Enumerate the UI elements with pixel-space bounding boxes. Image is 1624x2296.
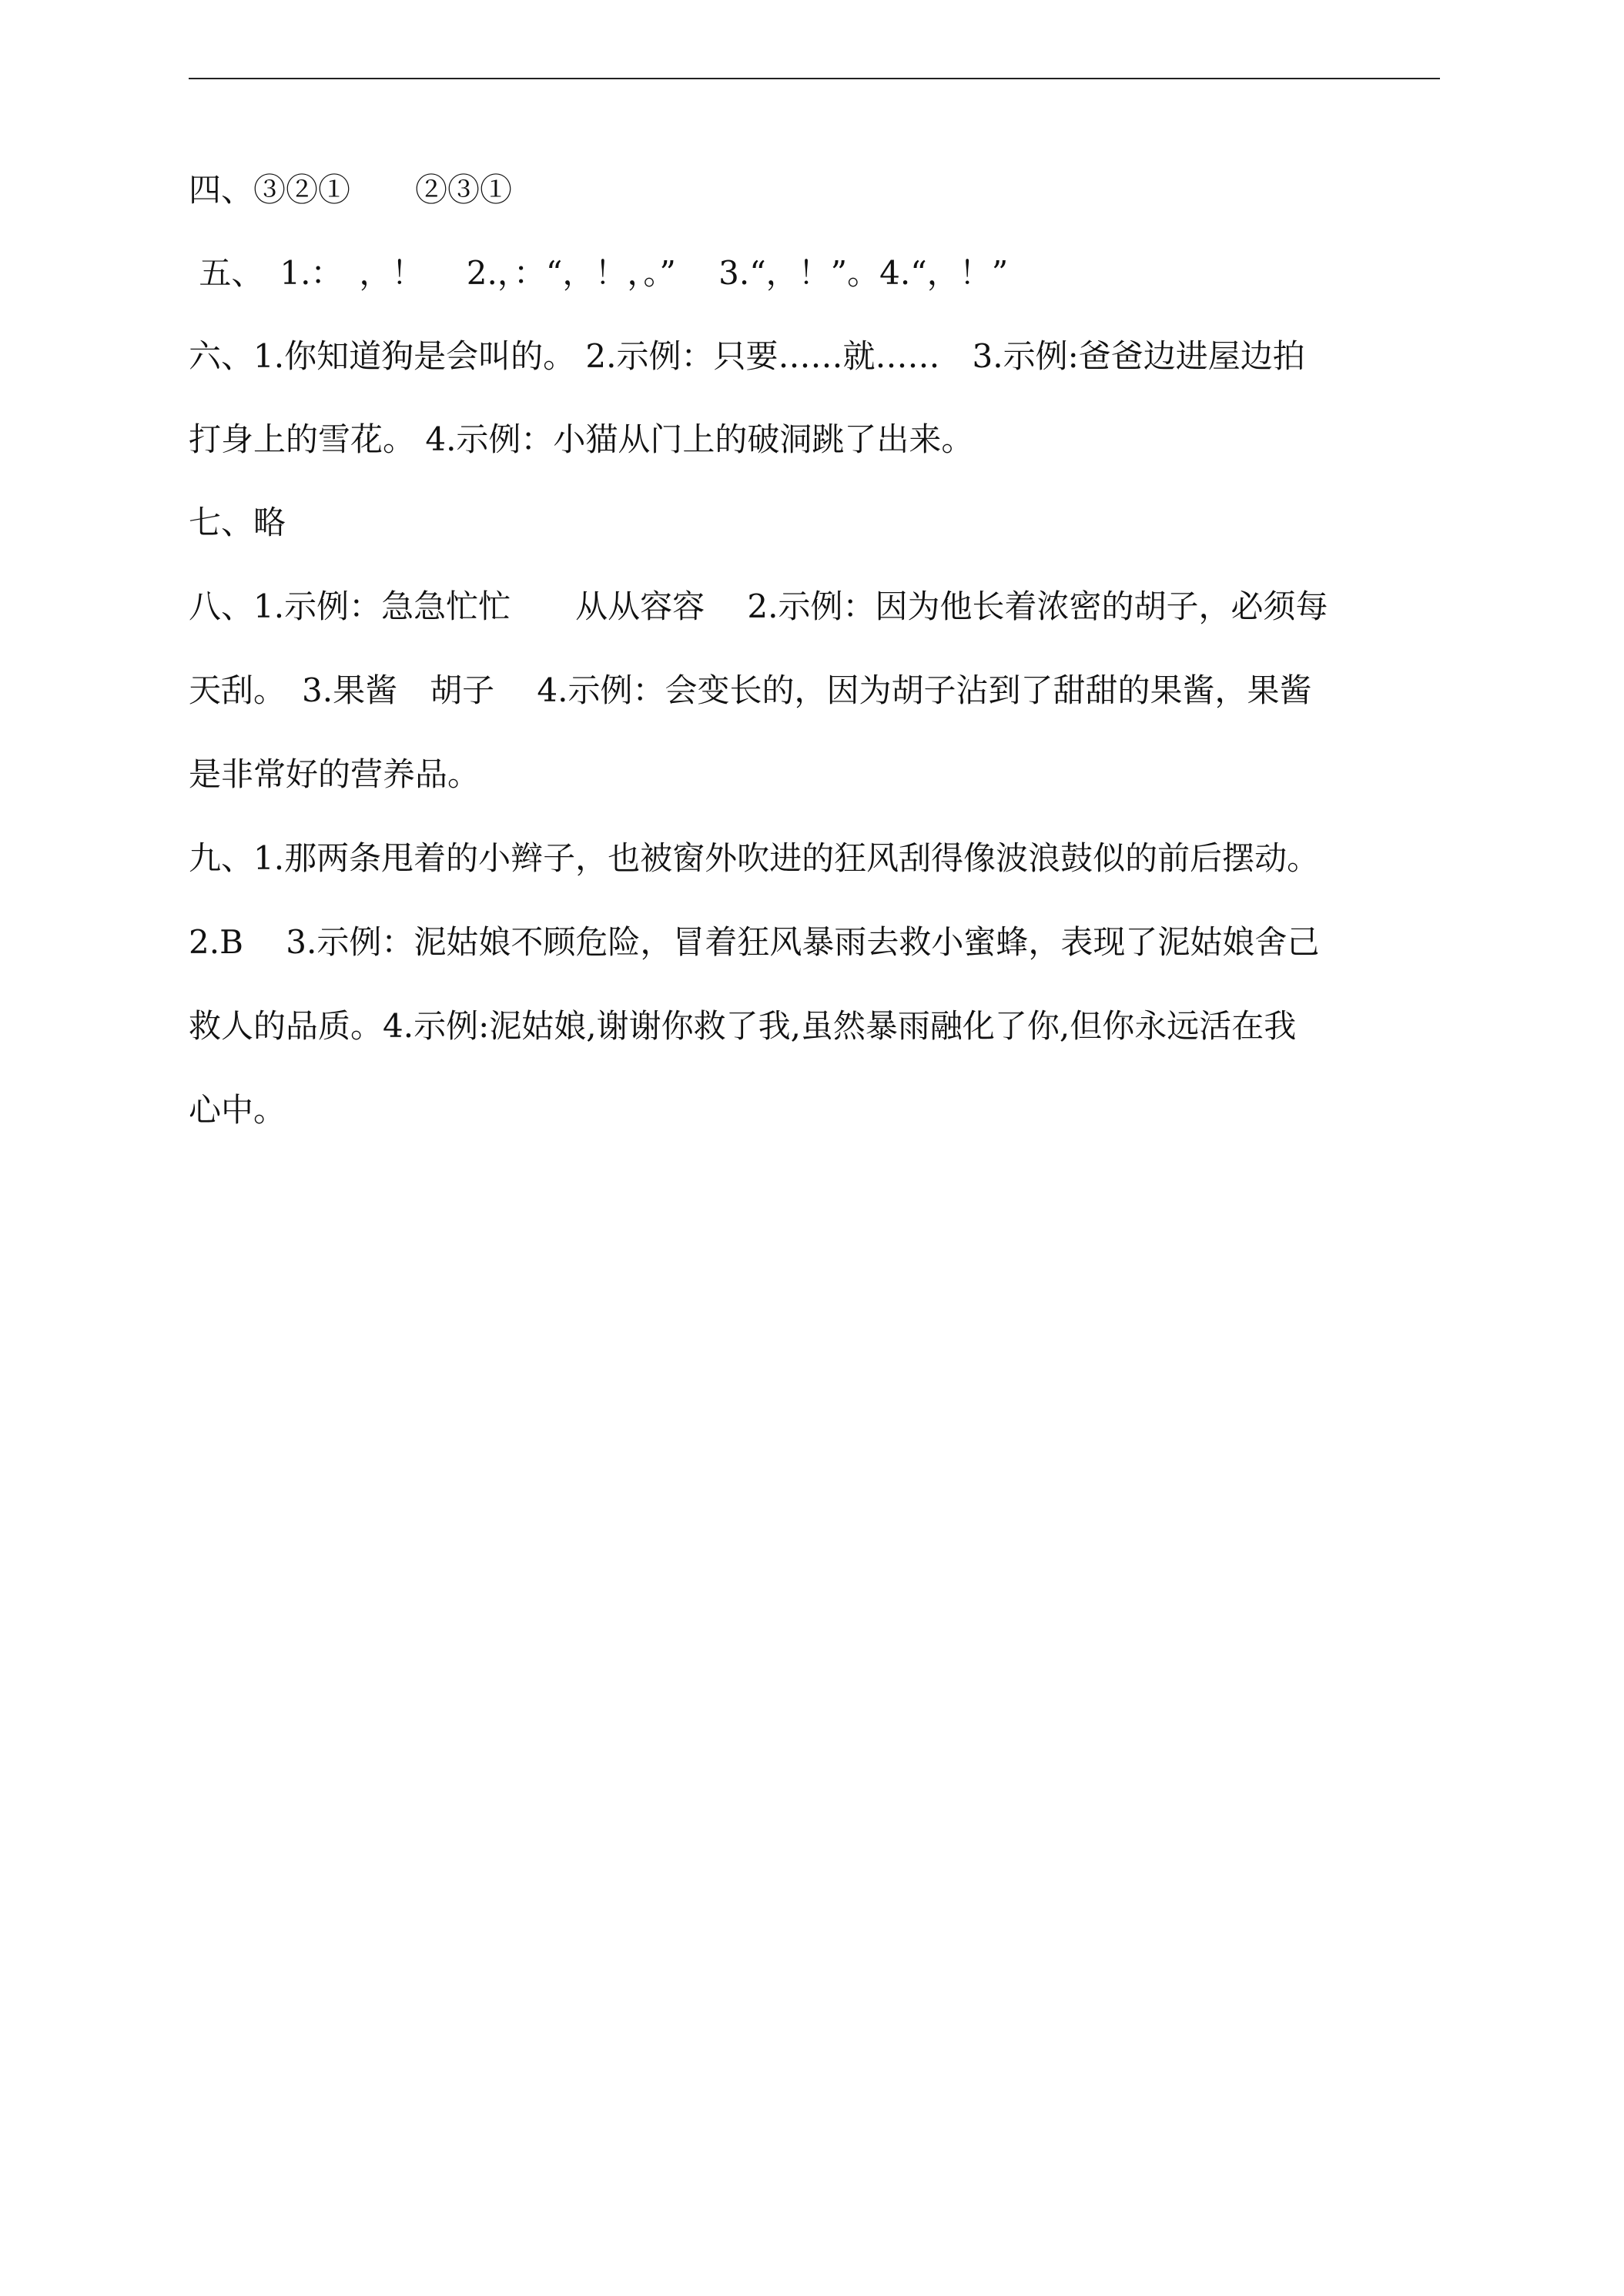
answer-section-8-line-2: 天刮。 3.果酱 胡子 4.示例：会变长的，因为胡子沾到了甜甜的果酱，果酱: [189, 671, 1312, 709]
answer-section-9-line-2: 2.B 3.示例：泥姑娘不顾危险，冒着狂风暴雨去救小蜜蜂，表现了泥姑娘舍己: [189, 923, 1320, 961]
answer-section-9-line-1: 九、1.那两条甩着的小辫子，也被窗外吹进的狂风刮得像波浪鼓似的前后摆动。: [189, 839, 1320, 877]
answer-section-5: 五、 1.： ，！ 2.，：“，！，。” 3.“，！”。4.“，！”: [189, 254, 1009, 292]
answer-section-8-line-1: 八、1.示例：急急忙忙 从从容容 2.示例：因为他长着浓密的胡子，必须每: [189, 587, 1328, 625]
answer-section-4: 四、③②① ②③①: [189, 171, 513, 209]
answer-section-6-line-1: 六、1.你知道狗是会叫的。 2.示例：只要……就…… 3.示例:爸爸边进屋边拍: [189, 337, 1305, 375]
answer-section-7: 七、略: [189, 504, 286, 541]
answer-section-8-line-3: 是非常好的营养品。: [189, 755, 481, 793]
answer-section-6-line-2: 打身上的雪花。 4.示例：小猫从门上的破洞跳了出来。: [189, 420, 974, 458]
answer-content: [189, 171, 1440, 1130]
header-rule: [189, 78, 1440, 79]
answer-section-9-line-4: 心中。: [189, 1091, 286, 1129]
answer-section-9-line-3: 救人的品质。4.示例:泥姑娘,谢谢你救了我,虽然暴雨融化了你,但你永远活在我: [189, 1007, 1297, 1045]
